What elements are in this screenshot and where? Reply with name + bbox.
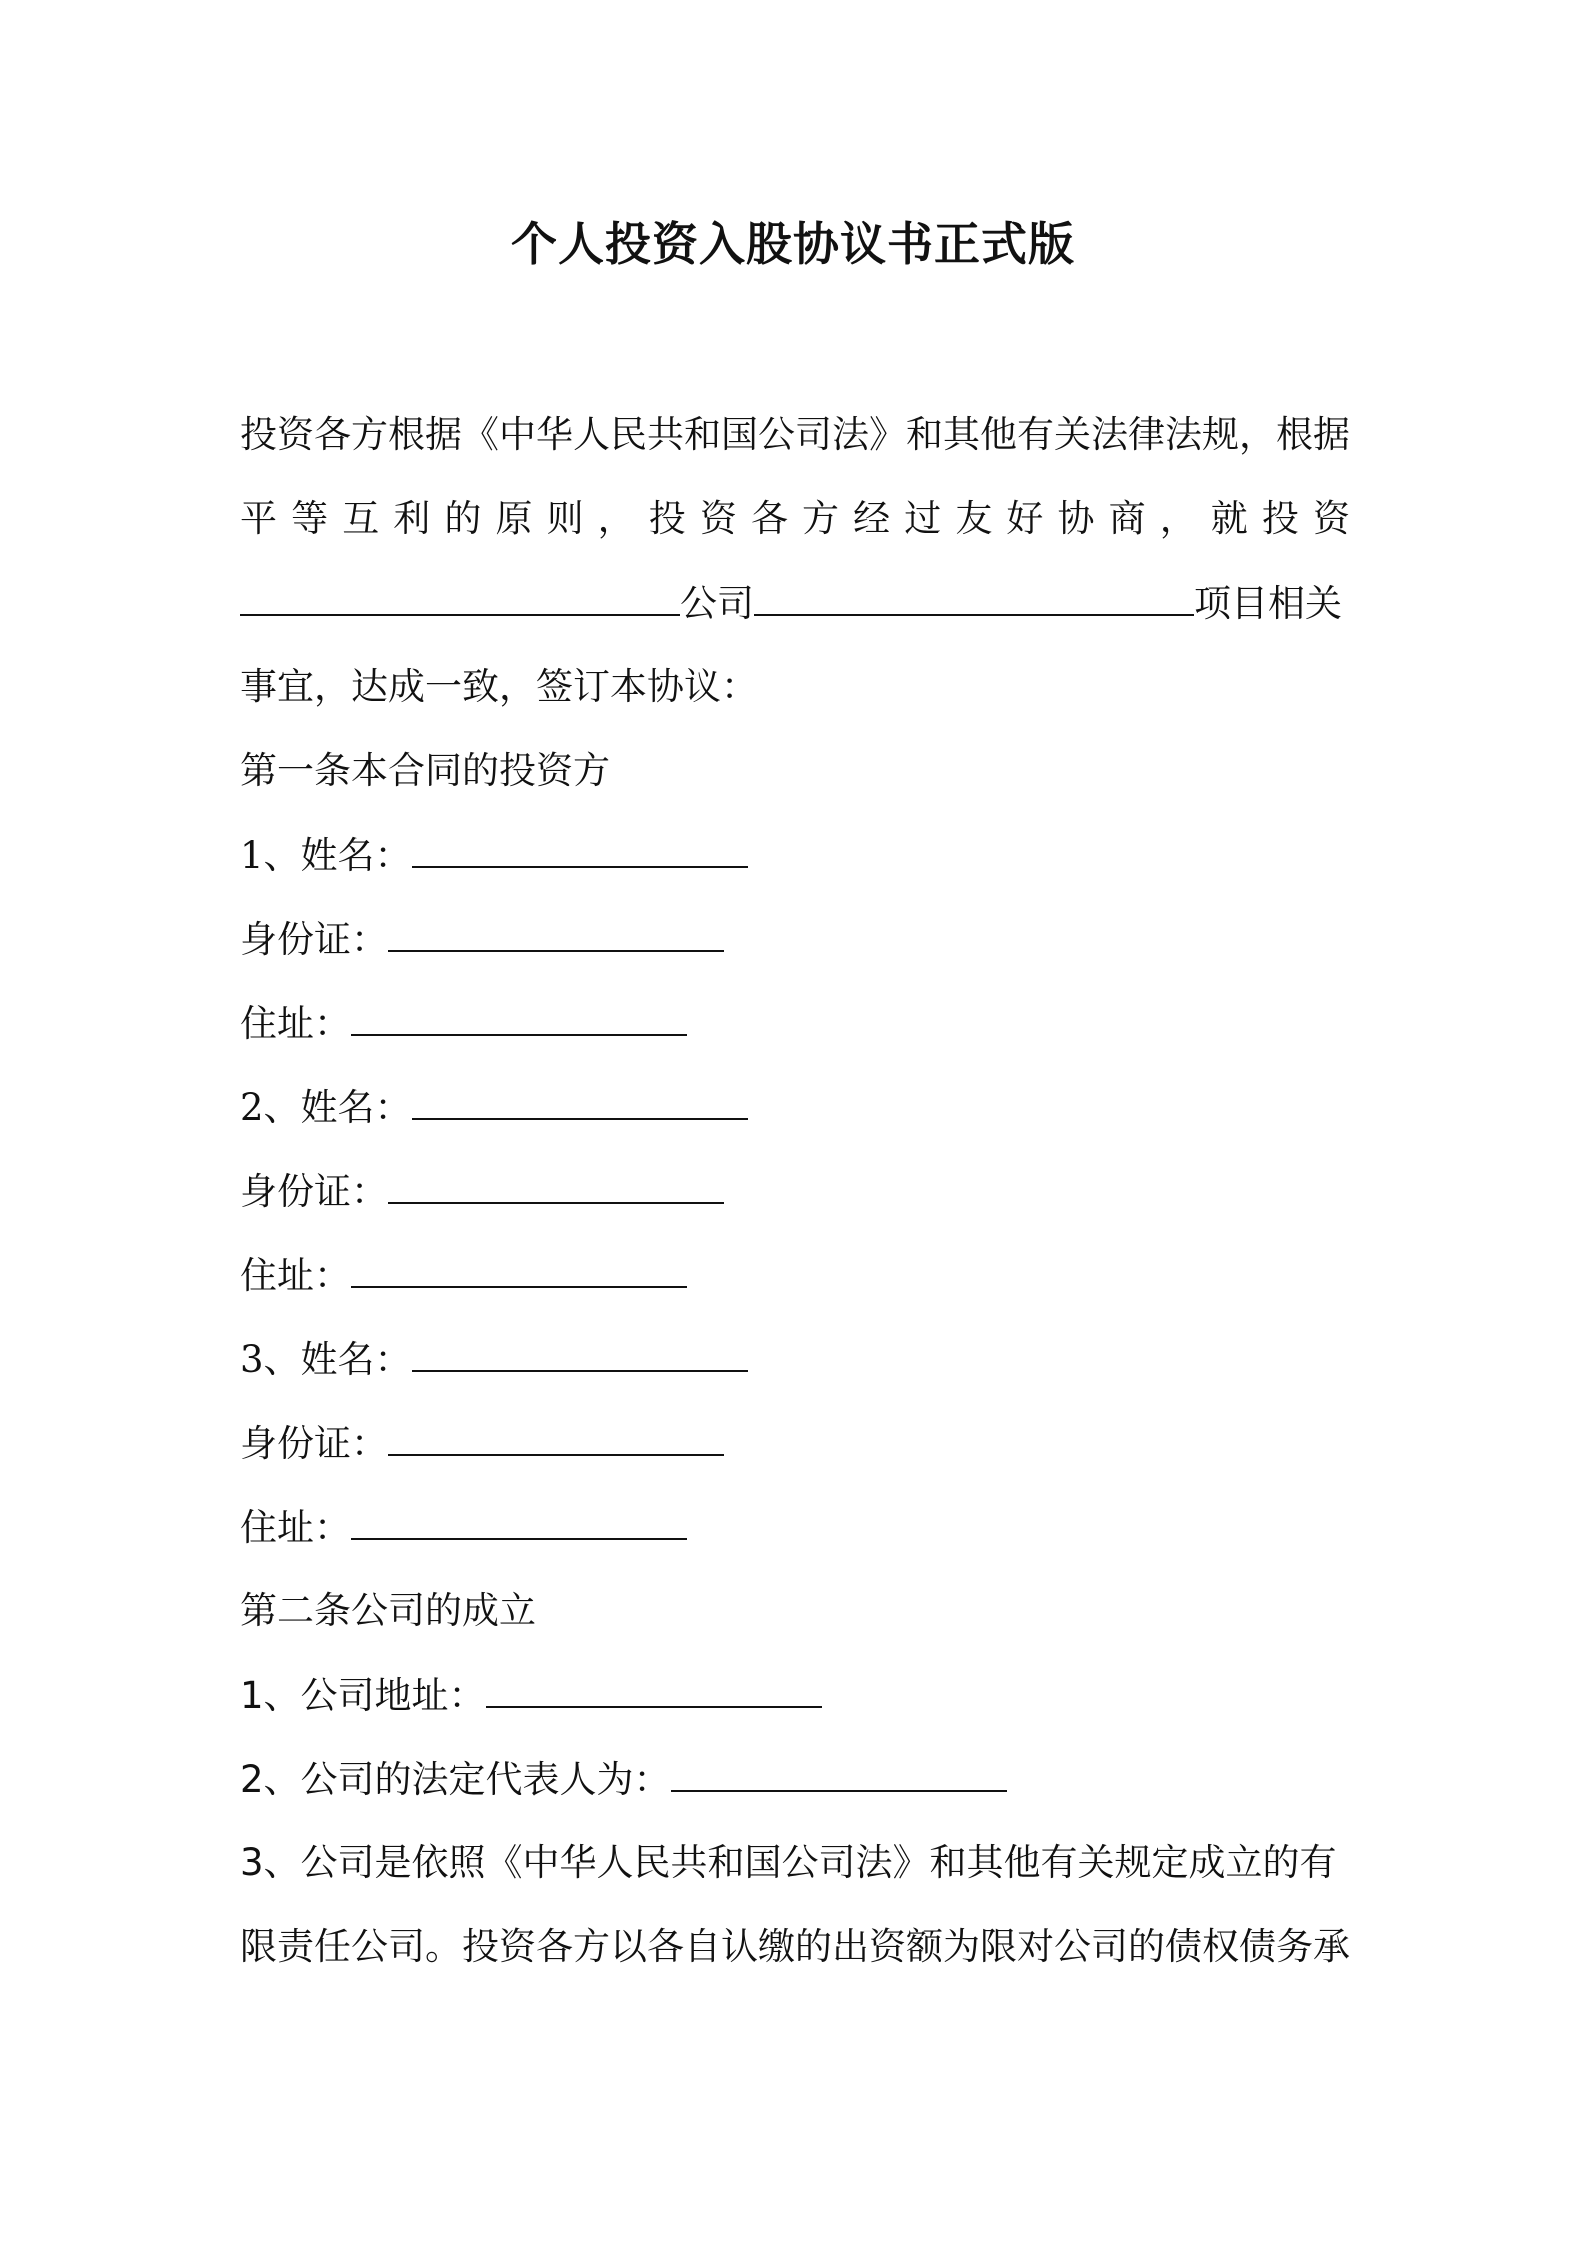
intro-char: 资 — [1312, 497, 1350, 540]
project-label: 项目相关 — [1194, 582, 1342, 625]
party-2-name-row — [240, 1082, 748, 1133]
party-3-name-blank[interactable] — [412, 1334, 748, 1372]
party-2-address-row — [240, 1250, 687, 1301]
party-3-number: 3、 — [240, 1338, 301, 1381]
investment-company-blank[interactable] — [240, 578, 680, 616]
project-name-blank[interactable] — [754, 578, 1194, 616]
party-3-name-row — [240, 1334, 748, 1385]
party-3-id-row — [240, 1418, 724, 1469]
intro-char: ， — [597, 497, 635, 540]
party-3-name-label: 姓名： — [300, 1338, 412, 1381]
intro-line-2 — [240, 494, 1350, 544]
party-1-name-blank[interactable] — [412, 830, 748, 868]
party-1-id-label: 身份证： — [240, 918, 388, 961]
intro-char: 投 — [1261, 497, 1299, 540]
party-1-address-row — [240, 998, 687, 1049]
intro-char: 等 — [291, 497, 329, 540]
intro-char: 平 — [240, 497, 277, 540]
intro-char: 好 — [1006, 497, 1044, 540]
intro-char: 各 — [750, 497, 788, 540]
legal-representative-blank[interactable] — [671, 1754, 1007, 1792]
intro-char: 方 — [802, 497, 840, 540]
intro-char: 过 — [904, 497, 942, 540]
legal-representative-row — [240, 1754, 1007, 1805]
party-2-name-label: 姓名： — [300, 1086, 412, 1129]
intro-char: 经 — [853, 497, 891, 540]
intro-char: ， — [1159, 497, 1197, 540]
intro-char: 友 — [955, 497, 993, 540]
party-2-id-row — [240, 1166, 724, 1217]
article-2-heading: 第二条公司的成立 — [240, 1589, 536, 1632]
party-1-id-row — [240, 914, 724, 965]
document-title: 个人投资入股协议书正式版 — [511, 217, 1075, 271]
party-1-number: 1、 — [240, 834, 301, 877]
party-1-name-row — [240, 830, 748, 881]
party-1-address-label: 住址： — [240, 1002, 351, 1045]
article-1-heading: 第一条本合同的投资方 — [240, 749, 610, 792]
company-label: 公司 — [680, 582, 754, 625]
article-2-item-3-line-2: 限责任公司。投资各方以各自认缴的出资额为限对公司的债权债务承 — [240, 1925, 1350, 1968]
legal-representative-label: 2、公司的法定代表人为： — [240, 1758, 671, 1801]
party-2-address-blank[interactable] — [351, 1250, 687, 1288]
intro-char: 就 — [1210, 497, 1248, 540]
party-3-address-row — [240, 1502, 687, 1553]
party-1-name-label: 姓名： — [300, 834, 412, 877]
party-1-address-blank[interactable] — [351, 998, 687, 1036]
intro-char: 商 — [1108, 497, 1146, 540]
intro-char: 协 — [1057, 497, 1095, 540]
intro-char: 原 — [495, 497, 533, 540]
article-2-item-3-line-1: 3、公司是依照《中华人民共和国公司法》和其他有关规定成立的有 — [240, 1841, 1337, 1884]
intro-char: 利 — [393, 497, 431, 540]
company-address-row — [240, 1670, 822, 1721]
party-1-id-blank[interactable] — [388, 914, 724, 952]
intro-line-1: 投资各方根据《中华人民共和国公司法》和其他有关法律法规，根据 — [240, 413, 1350, 456]
intro-char: 投 — [648, 497, 686, 540]
party-2-name-blank[interactable] — [412, 1082, 748, 1120]
company-address-label: 1、公司地址： — [240, 1674, 486, 1717]
intro-line-3 — [240, 578, 1342, 629]
party-2-id-blank[interactable] — [388, 1166, 724, 1204]
party-3-address-label: 住址： — [240, 1506, 351, 1549]
intro-char: 则 — [546, 497, 584, 540]
party-2-number: 2、 — [240, 1086, 301, 1129]
party-2-id-label: 身份证： — [240, 1170, 388, 1213]
party-3-id-label: 身份证： — [240, 1422, 388, 1465]
party-3-id-blank[interactable] — [388, 1418, 724, 1456]
party-3-address-blank[interactable] — [351, 1502, 687, 1540]
intro-char: 互 — [342, 497, 380, 540]
intro-char: 的 — [444, 497, 482, 540]
intro-line-4: 事宜，达成一致，签订本协议： — [240, 665, 758, 708]
party-2-address-label: 住址： — [240, 1254, 351, 1297]
intro-char: 资 — [699, 497, 737, 540]
company-address-blank[interactable] — [486, 1670, 822, 1708]
